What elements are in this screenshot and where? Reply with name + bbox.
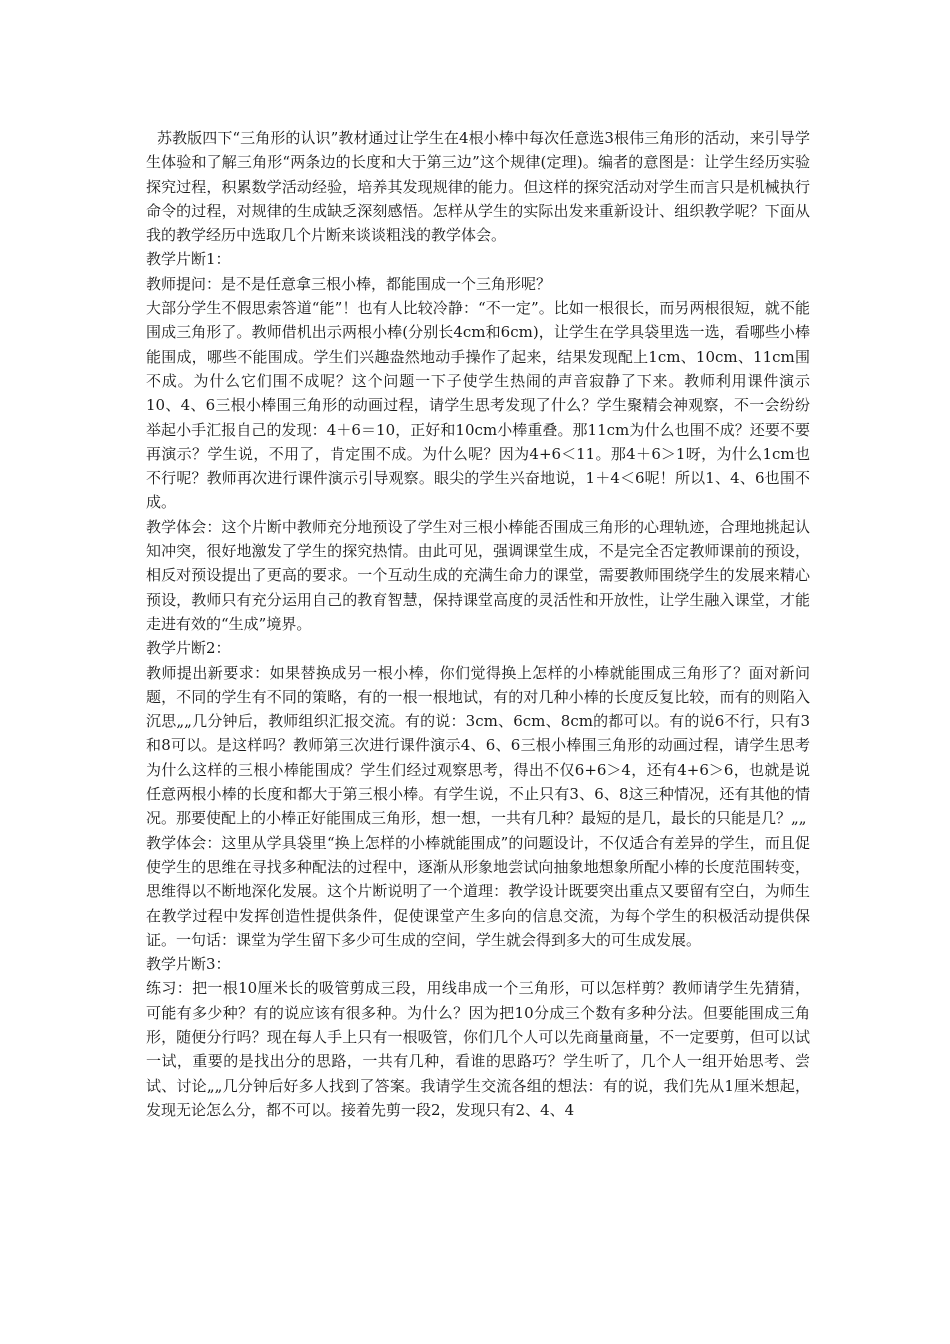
teacher-question: 教师提问：是不是任意拿三根小棒，都能围成一个三角形呢？ bbox=[146, 274, 552, 293]
section-heading-3: 教学片断3： bbox=[146, 955, 231, 974]
reflection-1: 教学体会：这个片断中教师充分地预设了学生对三根小棒能否围成三角形的心理轨迹，合理地挑起认知冲突，很好地激发了学生的探究热情。由此可见，强调课堂生成，不是完全否定教师课前的预设，相反对预设提出了更高的要求。一个互动生成的充满生命力的课堂，需要教师围绕学生的发展来精心预设，教师只有充分运用自己的教育智慧，保持课堂高度的灵活性和开放性，让学生融入课堂，才能走进有效的“生成”境界。 bbox=[146, 517, 810, 633]
section-heading-2: 教学片断2： bbox=[146, 639, 231, 658]
segment-1-body: 大部分学生不假思索答道“能”！也有人比较冷静：“不一定”。比如一根很长，而另两根很短，就不能围成三角形了。教师借机出示两根小棒(分别长4cm和6cm)，让学生在学具袋里选一选，看哪些小棒能围成，哪些不能围成。学生们兴趣盎然地动手操作了起来，结果发现配上1cm、10cm、11cm围不成。为什么它们围不成呢？这个问题一下子使学生热闹的声音寂静了下来。教师利用课件演示10、4、6三根小棒围三角形的动画过程，请学生思考发现了什么？学生聚精会神观察，不一会纷纷举起小手汇报自己的发现：4＋6＝10，正好和10cm小棒重叠。那11cm为什么也围不成？还要不要再演示？学生说，不用了，肯定围不成。为什么呢？因为4+6＜11。那4＋6＞1呀，为什么1cm也不行呢？教师再次进行课件演示引导观察。眼尖的学生兴奋地说，1＋4＜6呢！所以1、4、6也围不成。 bbox=[146, 299, 810, 512]
section-heading-1: 教学片断1： bbox=[146, 250, 231, 269]
intro-paragraph: 苏教版四下“三角形的认识”教材通过让学生在4根小棒中每次任意选3根伟三角形的活动，来引导学生体验和了解三角形“两条边的长度和大于第三边”这个规律(定理)。编者的意图是：让学生经历实验探究过程，积累数学活动经验，培养其发现规律的能力。但这样的探究活动对学生而言只是机械执行命令的过程，对规律的生成缺乏深刻感悟。怎样从学生的实际出发来重新设计、组织教学呢？下面从我的教学经历中选取几个片断来谈谈粗浅的教学体会。 bbox=[146, 129, 810, 245]
segment-3-body: 练习：把一根10厘米长的吸管剪成三段，用线串成一个三角形，可以怎样剪？教师请学生先猜猜，可能有多少种？有的说应该有很多种。为什么？因为把10分成三个数有多种分法。但要能围成三角形，随便分行吗？现在每人手上只有一根吸管，你们几个人可以先商量商量，不一定要剪，但可以试一试，重要的是找出分的思路，一共有几种，看谁的思路巧？学生听了，几个人一组开始思考、尝试、讨论„„几分钟后好多人找到了答案。我请学生交流各组的想法：有的说，我们先从1厘米想起，发现无论怎么分，都不可以。接着先剪一段2，发现只有2、4、4 bbox=[146, 979, 810, 1119]
segment-2-body: 教师提出新要求：如果替换成另一根小棒，你们觉得换上怎样的小棒就能围成三角形了？面对新问题，不同的学生有不同的策略，有的一根一根地试，有的对几种小棒的长度反复比较，而有的则陷入沉思„„几分钟后，教师组织汇报交流。有的说：3cm、6cm、8cm的都可以。有的说6不行，只有3和8可以。是这样吗？教师第三次进行课件演示4、6、6三根小棒围三角形的动画过程，请学生思考为什么这样的三根小棒能围成？学生们经过观察思考，得出不仅6+6＞4，还有4+6＞6，也就是说任意两根小棒的长度和都大于第三根小棒。有学生说，不止只有3、6、8这三种情况，还有其他的情况。那要使配上的小棒正好能围成三角形，想一想，一共有几种？最短的是几，最长的只能是几？„„ bbox=[146, 663, 810, 828]
document-page bbox=[146, 126, 810, 1122]
reflection-2: 教学体会：这里从学具袋里“换上怎样的小棒就能围成”的问题设计，不仅适合有差异的学生，而且促使学生的思维在寻找多种配法的过程中，逐渐从形象地尝试向抽象地想象所配小棒的长度范围转变，思维得以不断地深化发展。这个片断说明了一个道理：教学设计既要突出重点又要留有空白，为师生在教学过程中发挥创造性提供条件，促使课堂产生多向的信息交流，为每个学生的积极活动提供保证。一句话：课堂为学生留下多少可生成的空间，学生就会得到多大的可生成发展。 bbox=[146, 833, 810, 949]
